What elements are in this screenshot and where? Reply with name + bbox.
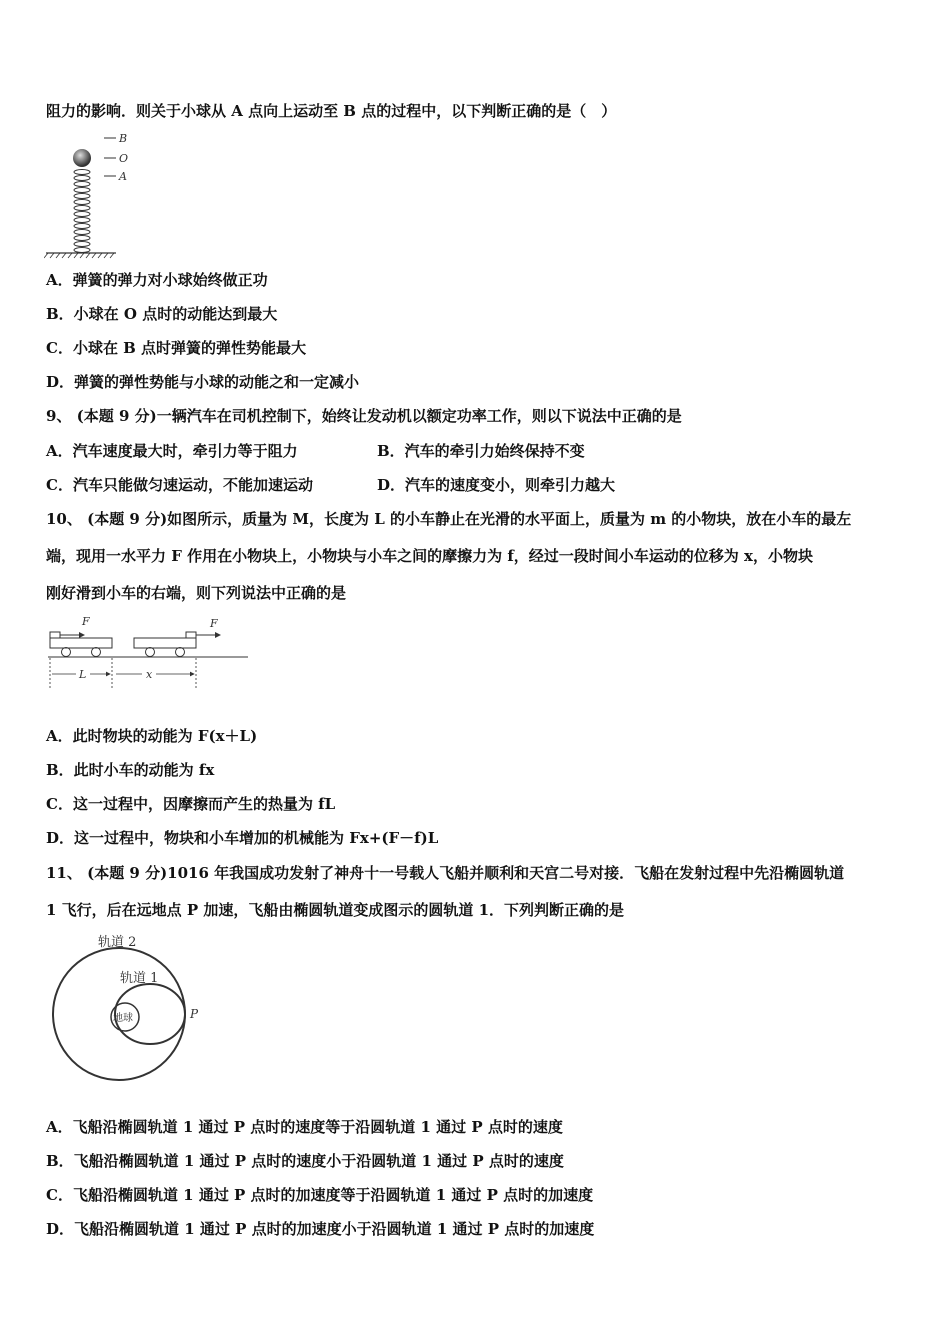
spring-ball-figure [44, 128, 154, 260]
q9-option-a: A．汽车速度最大时，牵引力等于阻力 [46, 442, 298, 460]
q8-option-b: B．小球在 O 点时的动能达到最大 [46, 305, 278, 323]
block-left [50, 632, 60, 638]
label-A: A [119, 170, 127, 183]
q9-option-b: B．汽车的牵引力始终保持不变 [377, 442, 585, 460]
spring [74, 170, 90, 253]
label-B: B [119, 132, 128, 145]
q8-option-c: C．小球在 B 点时弹簧的弹性势能最大 [46, 339, 307, 357]
q9-option-d: D．汽车的速度变小，则牵引力越大 [377, 476, 616, 494]
q11-stem-line-2: 1 飞行，后在远地点 P 加速，飞船由椭圆轨道变成图示的圆轨道 1．下列判断正确的是 [46, 901, 625, 919]
cart-left [50, 638, 112, 648]
q8-option-a: A．弹簧的弹力对小球始终做正功 [46, 271, 268, 289]
point-P-label: P [190, 1007, 199, 1021]
orbit-1-label: 轨道 1 [120, 971, 159, 986]
q11-option-d: D．飞船沿椭圆轨道 1 通过 P 点时的加速度小于沿圆轨道 1 通过 P 点时的加速度 [46, 1220, 595, 1238]
q9-stem: 9、 (本题 9 分)一辆汽车在司机控制下，始终让发动机以额定功率工作，则以下说法中正确的是 [46, 407, 682, 425]
q10-stem-line-3: 刚好滑到小车的右端，则下列说法中正确的是 [46, 584, 347, 602]
q10-stem-line-2: 端，现用一水平力 F 作用在小物块上，小物块与小车之间的摩擦力为 f，经过一段时间小车运动的位移为 x，小物块 [46, 547, 813, 565]
q8-option-d: D．弹簧的弹性势能与小球的动能之和一定减小 [46, 373, 360, 391]
q10-option-c: C．这一过程中，因摩擦而产生的热量为 fL [46, 795, 336, 813]
q11-option-b: B．飞船沿椭圆轨道 1 通过 P 点时的速度小于沿圆轨道 1 通过 P 点时的速度 [46, 1152, 564, 1170]
force-label-right: F [210, 617, 218, 630]
q10-option-d: D．这一过程中，物块和小车增加的机械能为 Fx+(F－f)L [46, 829, 439, 847]
q11-stem-line-1: 11、 (本题 9 分)1016 年我国成功发射了神舟十一号载人飞船并顺利和天宫二号对接．飞船在发射过程中先沿椭圆轨道 [46, 864, 845, 882]
force-label-left: F [82, 615, 90, 628]
q11-option-c: C．飞船沿椭圆轨道 1 通过 P 点时的加速度等于沿圆轨道 1 通过 P 点时的加速度 [46, 1186, 594, 1204]
q11-option-a: A．飞船沿椭圆轨道 1 通过 P 点时的速度等于沿圆轨道 1 通过 P 点时的速度 [46, 1118, 563, 1136]
orbit-2-label: 轨道 2 [98, 935, 137, 950]
ball [73, 149, 91, 167]
cart-right [134, 638, 196, 648]
displacement-label-x: x [146, 668, 153, 681]
earth-label: 地球 [113, 1013, 133, 1024]
orbit-figure [44, 928, 214, 1088]
label-O: O [119, 152, 129, 165]
block-right [186, 632, 196, 638]
cart-block-figure [44, 612, 254, 694]
q10-stem-line-1: 10、 (本题 9 分)如图所示，质量为 M，长度为 L 的小车静止在光滑的水平面上，质量为 m 的小物块，放在小车的最左 [46, 510, 852, 528]
length-label-L: L [79, 668, 87, 681]
q10-option-b: B．此时小车的动能为 fx [46, 761, 215, 779]
q9-option-c: C．汽车只能做匀速运动，不能加速运动 [46, 476, 313, 494]
q8-stem: 阻力的影响．则关于小球从 A 点向上运动至 B 点的过程中，以下判断正确的是（ ） [46, 102, 617, 120]
q10-option-a: A．此时物块的动能为 F(x＋L) [46, 727, 258, 745]
